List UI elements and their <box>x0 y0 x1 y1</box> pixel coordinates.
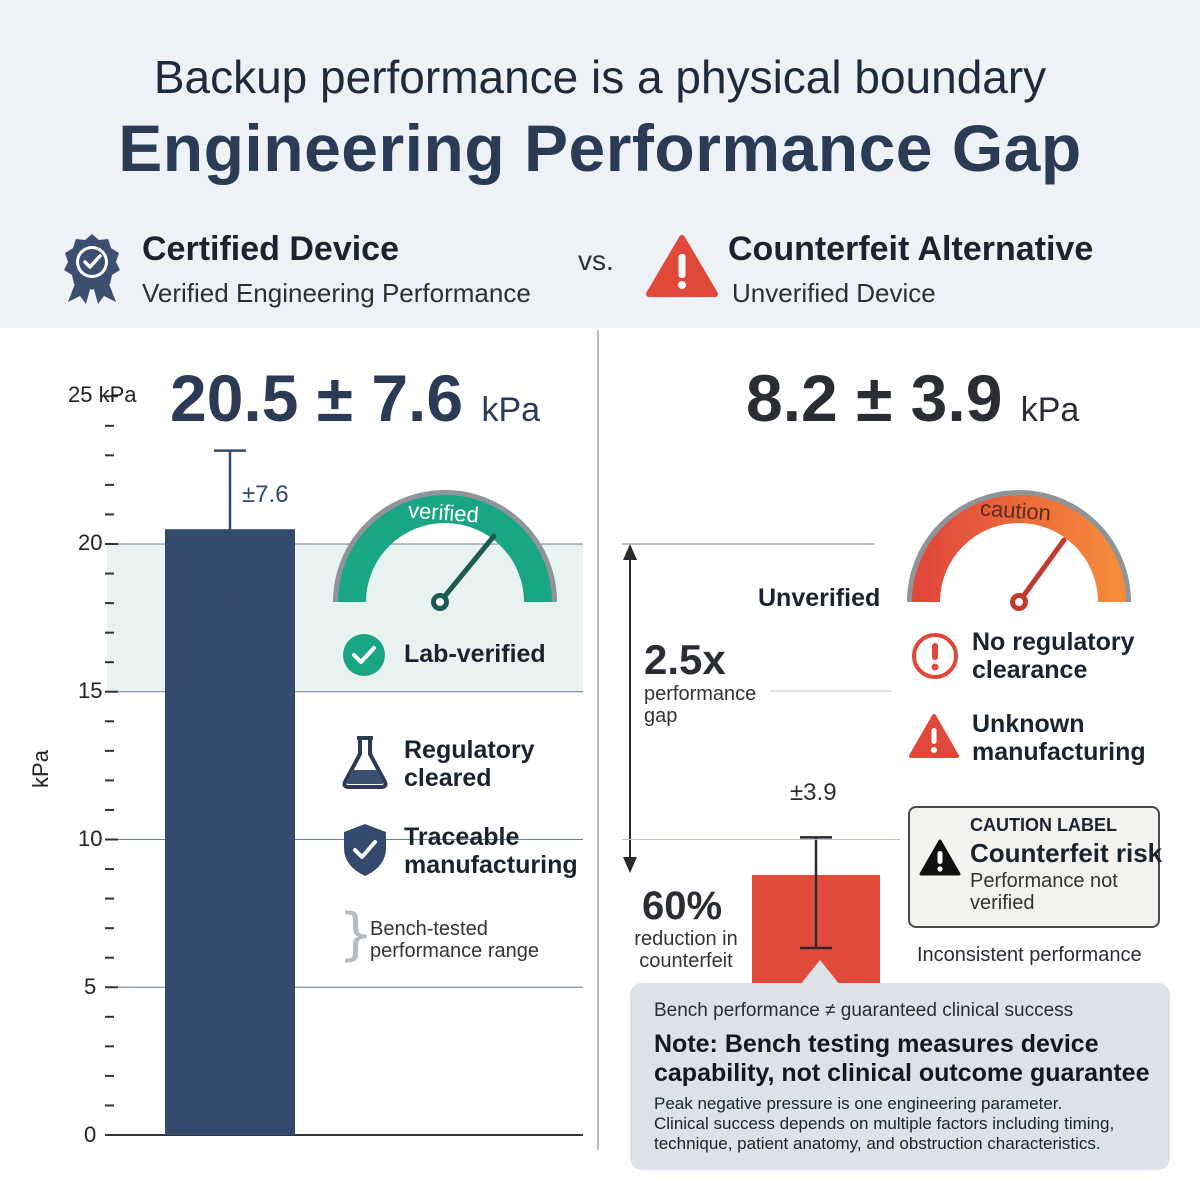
counterfeit-subheading: Unverified Device <box>732 278 936 308</box>
note-line-0: Bench performance ≠ guaranteed clinical success <box>654 1000 1074 1021</box>
inconsistent-performance-label: Inconsistent performance <box>917 944 1142 966</box>
reduction-caption: reduction in counterfeit <box>634 928 738 972</box>
counterfeit-risk-label: Counterfeit risk <box>970 838 1163 868</box>
note-pointer <box>800 958 840 985</box>
gap-arrow <box>623 544 637 873</box>
brace-icon: } <box>338 902 374 967</box>
y-tick-label: 20 <box>78 530 103 555</box>
reduction-value: 60% <box>642 884 723 928</box>
caution-gauge-label: caution <box>979 495 1052 526</box>
y-tick-label: 15 <box>78 678 103 703</box>
flask-icon <box>340 734 390 790</box>
regulatory-cleared-label: Regulatory cleared <box>404 736 535 792</box>
caution-label-title: CAUTION LABEL <box>970 815 1117 835</box>
warning-black-icon <box>918 838 962 878</box>
gap-caption: performance gap <box>644 683 757 727</box>
note-bold-text: Note: Bench testing measures device capability, not clinical outcome guarantee <box>654 1030 1150 1087</box>
award-badge-icon <box>60 232 124 304</box>
shield-check-icon <box>340 822 390 878</box>
certified-error-label: ±7.6 <box>242 481 289 508</box>
performance-not-verified-label: Performance not verified <box>970 870 1118 914</box>
unknown-manufacturing-label: Unknown manufacturing <box>972 710 1146 766</box>
certified-device-subheading: Verified Engineering Performance <box>142 278 531 308</box>
counterfeit-error-label: ±3.9 <box>790 779 837 806</box>
axis-top-label: 25 kPa <box>68 382 137 407</box>
gap-value: 2.5x <box>644 636 726 683</box>
counterfeit-heading: Counterfeit Alternative <box>728 230 1094 268</box>
warning-triangle-icon <box>646 234 718 298</box>
lab-verified-label: Lab-verified <box>404 640 546 668</box>
y-axis-label: kPa <box>27 750 53 788</box>
y-tick-label: 0 <box>84 1122 97 1147</box>
note-body: Peak negative pressure is one engineering parameter. Clinical success depends on multiple factors including timing, technique, patient anatomy, and obstruction characteristics. <box>654 1094 1115 1153</box>
verified-gauge-label: verified <box>407 497 480 528</box>
no-regulatory-label: No regulatory clearance <box>972 628 1135 684</box>
y-tick-label: 10 <box>78 826 103 851</box>
certified-value: 20.5 ± 7.6 kPa <box>170 361 541 435</box>
counterfeit-value: 8.2 ± 3.9 kPa <box>746 361 1080 435</box>
bar-certified <box>165 529 295 1135</box>
page-subtitle: Backup performance is a physical boundary <box>153 51 1047 103</box>
alert-circle-icon <box>910 631 960 681</box>
bench-tested-label: Bench-tested performance range <box>370 918 539 962</box>
unverified-label: Unverified <box>758 584 881 612</box>
warning-triangle-icon <box>908 713 960 759</box>
vs-label: vs. <box>578 245 614 276</box>
certified-device-heading: Certified Device <box>142 230 399 268</box>
page-title: Engineering Performance Gap <box>118 111 1082 185</box>
traceable-manufacturing-label: Traceable manufacturing <box>404 823 578 879</box>
y-tick-label: 5 <box>84 974 97 999</box>
check-circle-icon <box>342 633 386 677</box>
